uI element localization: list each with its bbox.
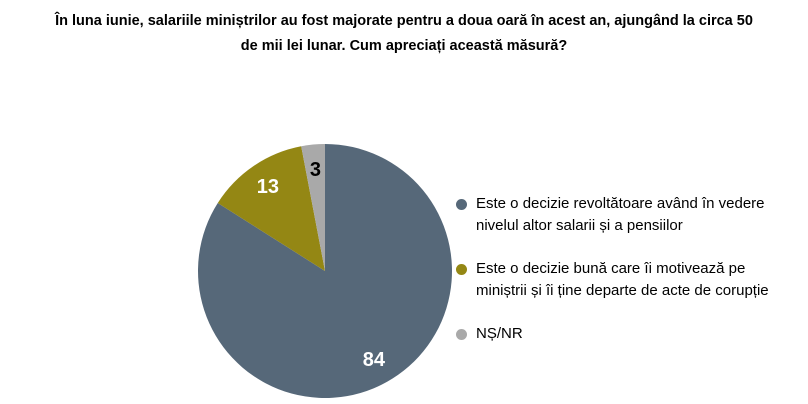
legend-item-label: NȘ/NR: [476, 325, 523, 342]
legend-item-ns-nr: [456, 323, 790, 345]
legend-item-label: Este o decizie revoltătoare având în vedere nivelul altor salarii și a pensiilor: [476, 195, 765, 234]
legend-item-decizie-buna: [456, 258, 790, 302]
legend: [456, 193, 790, 366]
chart-title-line2: de mii lei lunar. Cum apreciați această măsură?: [240, 38, 568, 54]
chart-title-line1: În luna iunie, salariile miniștrilor au fost majorate pentru a doua oară în acest an, ajungând la circa 50: [55, 13, 753, 29]
legend-bullet-icon: [456, 199, 467, 210]
legend-item-revoltatoare: [456, 193, 790, 237]
legend-bullet-icon: [456, 329, 467, 340]
chart-title: [0, 9, 808, 59]
pie-slice-label-0: 84: [362, 349, 386, 371]
pie-slice-label-2: 3: [309, 158, 321, 181]
pie-slice-label-1: 13: [256, 176, 280, 198]
legend-item-label: Este o decizie bună care îi motivează pe miniștrii și îi ține departe de acte de corupție: [476, 260, 769, 299]
pie-chart: [190, 136, 460, 404]
legend-bullet-icon: [456, 264, 467, 275]
